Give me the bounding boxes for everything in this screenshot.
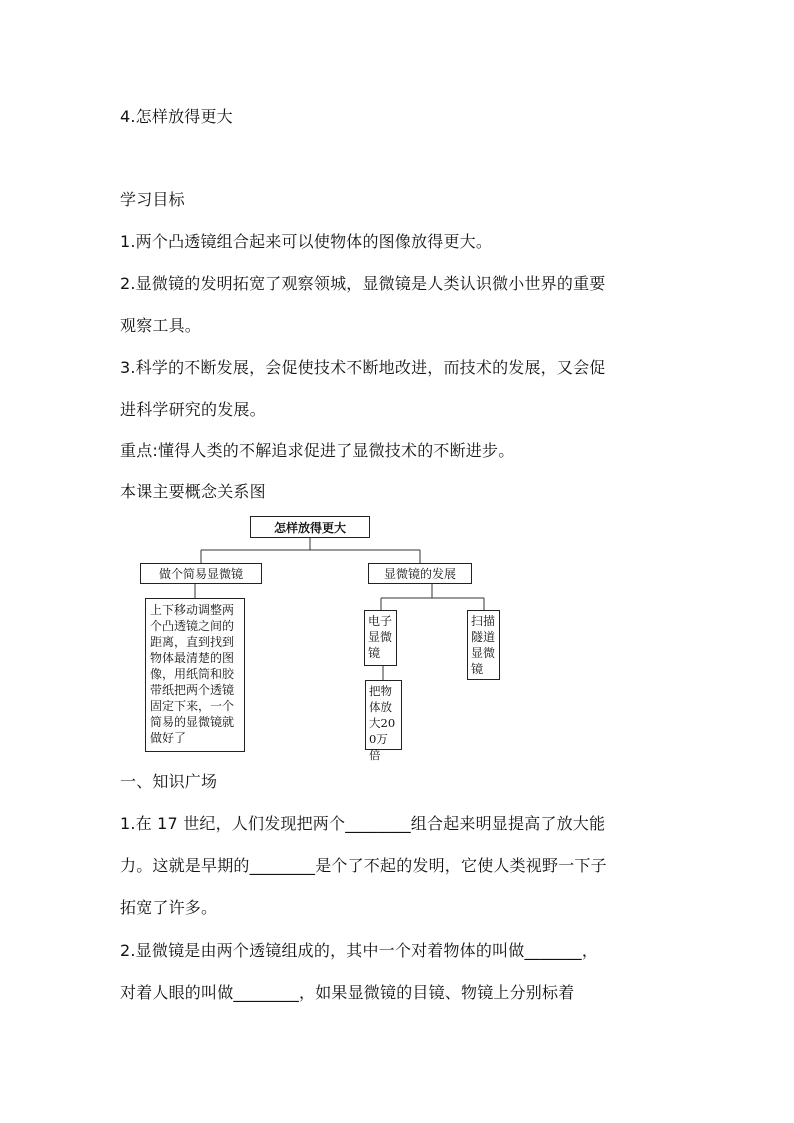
knowledge-line: 2.显微镜是由两个透镜组成的，其中一个对着物体的叫做_______， (120, 941, 599, 960)
concept-right-box: 显微镜的发展 (368, 563, 472, 584)
goal-line: 3.科学的不断发展，会促使技术不断地改进，而技术的发展，又会促 (120, 358, 606, 377)
concept-electron-desc-box: 把物体放大200万倍 (365, 680, 402, 750)
page-title: 4.怎样放得更大 (120, 107, 233, 126)
key-point-line: 重点:懂得人类的不解追求促进了显微技术的不断进步。 (120, 441, 515, 460)
goals-heading: 学习目标 (120, 190, 185, 209)
knowledge-line: 力。这就是早期的________是个了不起的发明，它使人类视野一下子 (120, 856, 607, 875)
concept-left-box: 做个简易显微镜 (140, 563, 262, 584)
knowledge-line: 拓宽了许多。 (120, 898, 218, 917)
goal-line: 观察工具。 (120, 316, 202, 335)
concept-electron-box: 电子显微镜 (364, 610, 397, 666)
goal-line: 2.显微镜的发明拓宽了观察领城，显微镜是人类认识微小世界的重要 (120, 274, 606, 293)
concept-scanning-box: 扫描隧道显微镜 (467, 610, 500, 680)
concept-map-heading: 本课主要概念关系图 (120, 482, 266, 501)
knowledge-line: 1.在 17 世纪，人们发现把两个________组合起来明显提高了放大能 (120, 814, 606, 833)
concept-left-desc-box: 上下移动调整两个凸透镜之间的距离，直到找到物体最清楚的图像，用纸筒和胶带纸把两个透镜固定下来，一个简易的显微镜就做好了 (145, 598, 245, 752)
goal-line: 1.两个凸透镜组合起来可以使物体的图像放得更大。 (120, 232, 493, 251)
concept-root-box: 怎样放得更大 (250, 516, 370, 538)
knowledge-heading: 一、知识广场 (120, 772, 218, 791)
knowledge-line: 对着人眼的叫做________，如果显微镜的目镜、物镜上分别标着 (120, 983, 575, 1002)
goal-line: 进科学研究的发展。 (120, 400, 266, 419)
